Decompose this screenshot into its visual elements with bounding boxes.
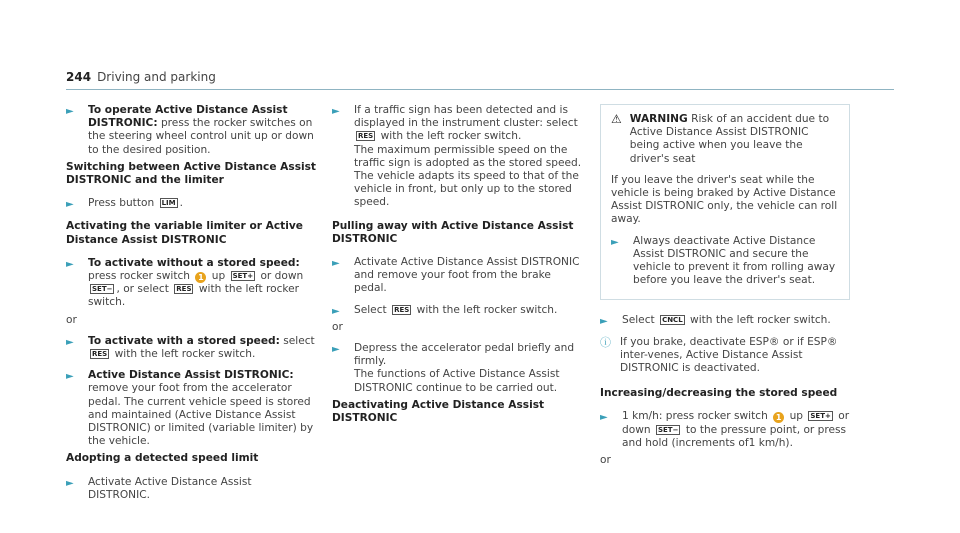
warning-text: Risk of an accident due to Active Distance Assist DISTRONIC being active when you leave the driver's seat (629, 113, 830, 165)
step-arrow-icon: ► (66, 477, 74, 489)
step-text: , or select (116, 283, 169, 296)
step-text: If a traffic sign has been detected and is displayed in the instrument cluster: select (354, 104, 578, 130)
page-header (66, 70, 216, 84)
step (66, 104, 316, 157)
section-heading: Increasing/decreasing the stored speed (600, 387, 838, 400)
step-text: with the left rocker switch. (690, 314, 831, 327)
warning-label: WARNING (629, 113, 688, 125)
res-icon: RES (176, 285, 192, 294)
step-text: with the left rocker switch. (88, 283, 300, 309)
step (66, 369, 316, 448)
step-text: Depress the accelerator pedal briefly and firmly. (354, 342, 575, 368)
step (332, 342, 582, 395)
step-text: up (789, 410, 804, 423)
step-heading: To activate with a stored speed: (88, 334, 280, 347)
step-text: select (283, 334, 315, 347)
step-text: Always deactivate Active Distance Assist DISTRONIC and secure the vehicle to prevent it from rolling away before you leave the driver's seat. (633, 234, 836, 287)
cncl-icon: CNCL (662, 316, 683, 325)
set-down-icon: SET− (657, 425, 679, 434)
step-text: remove your foot from the accelerator pedal. The current vehicle speed is stored and maintained (Active Distance Assist DISTRONIC) or limited (variable limiter) by the vehicle. (88, 382, 314, 448)
set-down-icon: SET− (92, 285, 113, 294)
step (332, 304, 582, 317)
step-text: up (211, 270, 226, 283)
step-text: Select (622, 314, 655, 327)
section-heading: Activating the variable limiter or Active Distance Assist DISTRONIC (66, 220, 303, 246)
step-text: with the left rocker switch. (416, 303, 558, 316)
warning-triangle-icon: ⚠ (611, 112, 622, 126)
step (600, 410, 850, 450)
step-arrow-icon: ► (66, 371, 74, 383)
step (66, 335, 316, 361)
step: ► Press button LIM . (66, 197, 183, 211)
step-text: 1 km/h: press rocker switch (622, 410, 768, 423)
step-text: Press button (88, 197, 155, 210)
step-text: or down (260, 270, 304, 283)
res-icon: RES (394, 305, 410, 314)
column-1 (66, 104, 316, 506)
step-arrow-icon: ► (600, 316, 608, 328)
step-text: with the left rocker switch. (114, 348, 256, 361)
step-arrow-icon: ► (66, 336, 74, 348)
callout-1-icon: 1 (773, 412, 784, 423)
section-heading: Switching between Active Distance Assist DISTRONIC and the limiter (66, 160, 316, 187)
res-icon: RES (358, 132, 374, 141)
step (332, 104, 582, 210)
column-2 (332, 104, 582, 435)
or-label: or (332, 320, 343, 333)
set-up-icon: SET+ (232, 272, 254, 281)
callout-1-icon: 1 (195, 272, 206, 283)
step-arrow-icon: ► (600, 412, 608, 424)
step-text: Activate Active Distance Assist DISTRONIC. (88, 475, 252, 501)
step-arrow-icon: ► (332, 305, 340, 317)
warning-title (630, 113, 839, 166)
page-number: 244 (66, 70, 92, 84)
column-3 (600, 104, 850, 475)
step-arrow-icon: ► (332, 106, 340, 117)
set-up-icon: SET+ (810, 412, 831, 421)
step (332, 256, 582, 296)
step-text: The functions of Active Distance Assist DISTRONIC continue to be carried out. (354, 368, 560, 394)
step (66, 257, 316, 310)
step (611, 235, 839, 288)
step-text: Activate Active Distance Assist DISTRONIC and remove your foot from the brake pedal. (354, 256, 580, 295)
step-heading: To operate Active Distance Assist DISTRONIC: (88, 104, 288, 130)
step (66, 476, 316, 502)
step-heading: Active Distance Assist DISTRONIC: (88, 369, 294, 382)
step-arrow-icon: ► (66, 199, 74, 211)
step-heading: To activate without a stored speed: (88, 256, 300, 269)
or-label: or (600, 454, 611, 467)
step-text: Select (354, 303, 387, 316)
chapter-title: Driving and parking (97, 70, 216, 84)
step-arrow-icon: ► (332, 344, 340, 356)
step-arrow-icon: ► (66, 106, 74, 117)
header-rule (66, 89, 894, 90)
note-text: If you brake, deactivate ESP® or if ESP® inter-venes, Active Distance Assist DISTRONIC is deactivated. (620, 335, 838, 375)
info-icon: ⓘ (600, 335, 611, 349)
warning-body: If you leave the driver's seat while the vehicle is being braked by Active Distance Assist DISTRONIC only, the vehicle can roll away. (611, 173, 838, 226)
step-text: to the pressure point, or press and hold (increments of1 km/h). (622, 423, 847, 449)
step-text: with the left rocker switch. (380, 130, 522, 143)
res-icon: RES (92, 350, 108, 359)
step-arrow-icon: ► (611, 236, 619, 248)
info-note (600, 336, 850, 376)
warning-header (611, 113, 839, 166)
step-text: The maximum permissible speed on the traffic sign is adopted as the stored speed. The vehicle adapts its speed to that of the vehicle in front, but only up to the stored speed. (354, 143, 582, 209)
step-text: press the rocker switches on the steering wheel control unit up or down to the desired position. (88, 117, 314, 156)
step-arrow-icon: ► (332, 258, 340, 270)
or-label: or (66, 313, 77, 326)
step-text: or down (622, 410, 850, 436)
step (600, 314, 850, 327)
section-heading: Deactivating Active Distance Assist DISTRONIC (332, 398, 545, 425)
section-heading: Pulling away with Active Distance Assist DISTRONIC (332, 219, 574, 245)
limiter-button-icon: LIM (161, 199, 176, 208)
step-arrow-icon: ► (66, 258, 74, 270)
warning-box (600, 104, 850, 300)
section-heading: Adopting a detected speed limit (66, 452, 259, 465)
step-text: press rocker switch (88, 270, 191, 283)
